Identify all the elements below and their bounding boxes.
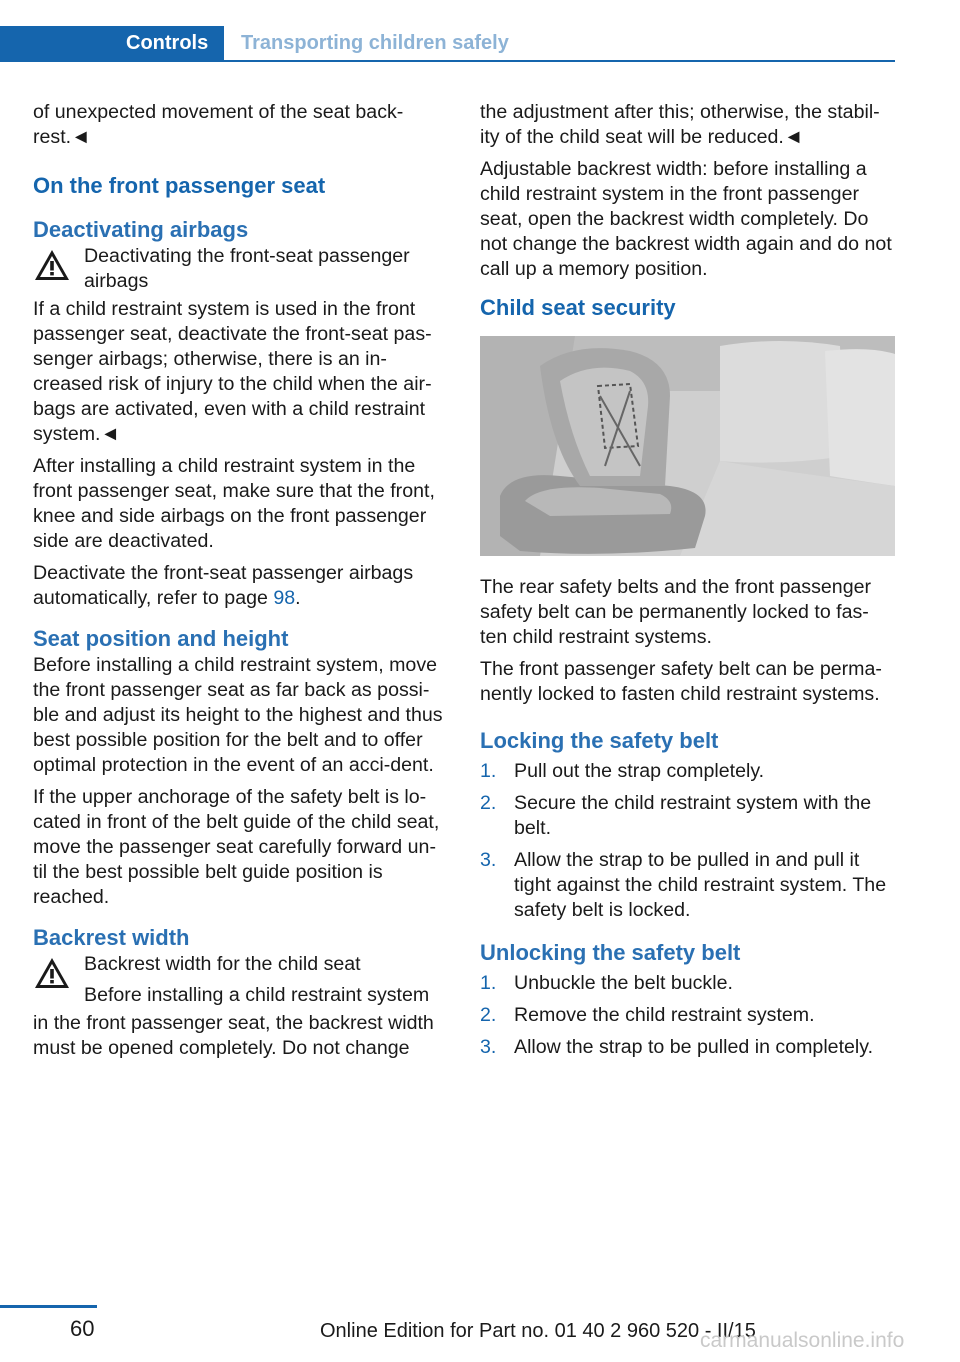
- chapter-title[interactable]: Transporting children safely: [241, 32, 509, 54]
- section-tab[interactable]: Controls: [0, 26, 224, 60]
- left-column: [33, 100, 449, 1068]
- warning-backrest-title: Backrest width for the child seat: [84, 953, 361, 975]
- paragraph-upper-anchorage: If the upper anchorage of the safety belt is lo-cated in front of the belt guide of the child seat, move the passenger seat carefully forward un-til the best possible belt guide position is reached.: [33, 786, 440, 908]
- list-item: 1. Pull out the strap completely.: [480, 760, 765, 782]
- paragraph-after-installing: After installing a child restraint system in the front passenger seat, make sure that the front, knee and side airbags on the front passenger side are deactivated.: [33, 455, 435, 552]
- page-header: [0, 26, 895, 62]
- child-seat-photo: [480, 336, 895, 556]
- locking-steps: [480, 759, 896, 923]
- warning-airbags: [33, 244, 449, 294]
- heading-seat-position: Seat position and height: [33, 626, 289, 651]
- heading-locking-belt: Locking the safety belt: [480, 728, 719, 753]
- warning-triangle-icon: [33, 956, 71, 990]
- heading-child-seat-security: Child seat security: [480, 295, 676, 320]
- page-number: 60: [70, 1316, 95, 1341]
- intro-text: of unexpected movement of the seat back-rest.◄: [33, 101, 404, 148]
- warning-backrest-text: in the front passenger seat, the backrest width must be opened completely. Do not change: [33, 1012, 434, 1059]
- page-reference-link[interactable]: 98: [273, 587, 296, 609]
- warning-airbags-text: If a child restraint system is used in the front passenger seat, deactivate the front-seat pas-senger airbags; otherwise, there is an in-creased risk of injury to the child when the air-bags are activated, even with a child restraint system.◄: [33, 298, 432, 445]
- list-item: 1. Unbuckle the belt buckle.: [480, 972, 733, 994]
- header-rule: [0, 60, 895, 62]
- paragraph-rear-belts: The rear safety belts and the front passenger safety belt can be permanently locked to fas-ten child restraint systems.: [480, 576, 872, 648]
- heading-unlocking-belt: Unlocking the safety belt: [480, 940, 741, 965]
- heading-deactivating-airbags: Deactivating airbags: [33, 217, 249, 242]
- paragraph-deactivate-automatically: Deactivate the front-seat passenger airbags automatically, refer to page 98.: [33, 562, 414, 609]
- right-column: [480, 100, 896, 1067]
- warning-backrest-line: Before installing a child restraint system: [84, 984, 430, 1006]
- heading-backrest-width: Backrest width: [33, 925, 190, 950]
- list-item: 3. Allow the strap to be pulled in and pull it tight against the child restraint system. The safety belt is locked.: [480, 849, 887, 921]
- list-item: 2. Secure the child restraint system with the belt.: [480, 792, 872, 839]
- continued-text: the adjustment after this; otherwise, the stabil-ity of the child seat will be reduced.◄: [480, 101, 880, 148]
- warning-triangle-icon: [33, 248, 71, 282]
- unlocking-steps: [480, 971, 896, 1060]
- heading-front-passenger-seat: On the front passenger seat: [33, 173, 326, 198]
- paragraph-adjustable-backrest: Adjustable backrest width: before installing a child restraint system in the front passenger seat, open the backrest width completely. Do not change the backrest width again and do not call up a memory position.: [480, 158, 892, 280]
- list-item: 3. Allow the strap to be pulled in completely.: [480, 1036, 874, 1058]
- footer-rule: [0, 1305, 97, 1308]
- list-item: 2. Remove the child restraint system.: [480, 1004, 815, 1026]
- warning-backrest: [33, 952, 449, 1008]
- paragraph-front-belt: The front passenger safety belt can be perma-nently locked to fasten child restraint systems.: [480, 658, 882, 705]
- edition-text: Online Edition for Part no. 01 40 2 960 520 - II/15: [320, 1320, 756, 1342]
- paragraph-seat-position: Before installing a child restraint system, move the front passenger seat as far back as possi-ble and adjust its height to the highest and thus best possible position for the belt and to offer optimal protection in the event of an acci-dent.: [33, 654, 443, 776]
- warning-airbags-title: Deactivating the front-seat passenger airbags: [84, 245, 410, 292]
- watermark: carmanualsonline.info: [700, 1329, 905, 1352]
